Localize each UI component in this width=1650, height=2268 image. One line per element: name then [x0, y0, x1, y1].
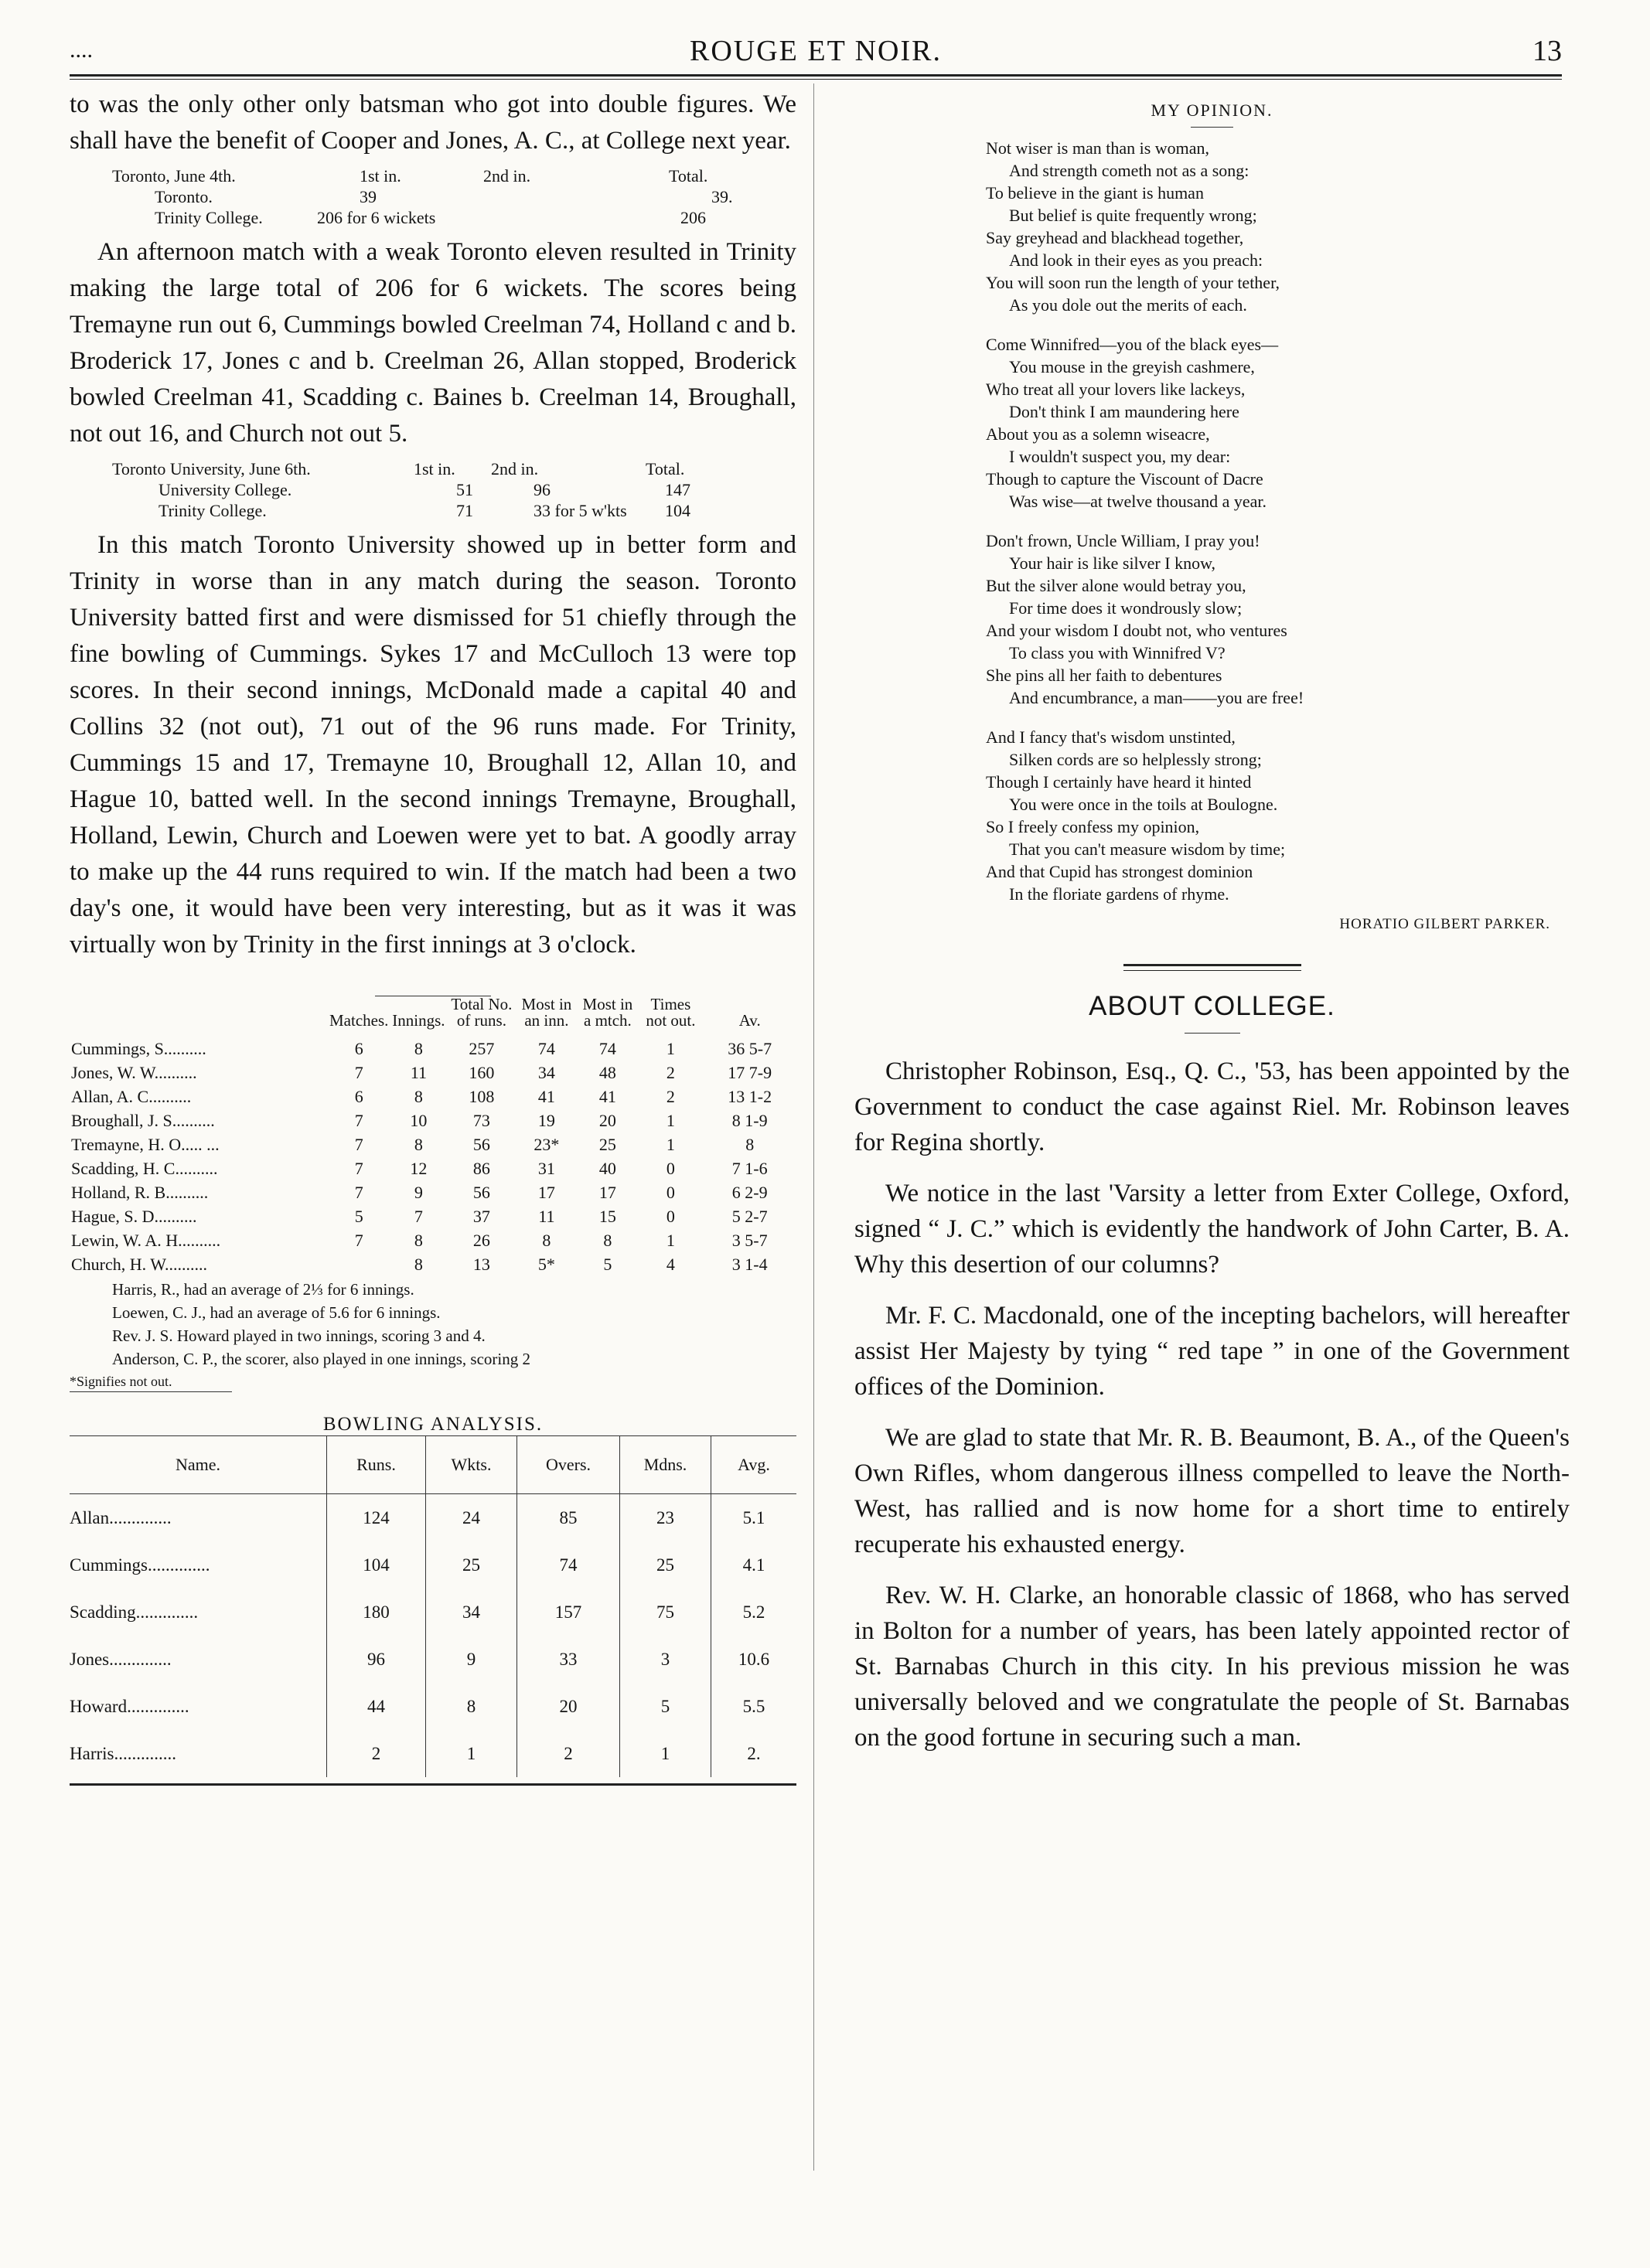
- player-name: Hague, S. D..........: [71, 1207, 197, 1226]
- stat-cell: 85: [517, 1494, 620, 1542]
- stat-cell: 9: [414, 1183, 423, 1202]
- poem-line: About you as a solemn wiseacre,: [986, 424, 1210, 444]
- stat-cell: 10.6: [738, 1649, 770, 1669]
- stat-cell: 8: [414, 1231, 423, 1250]
- stat-cell: 74: [537, 1039, 555, 1058]
- column-divider: [813, 83, 814, 2171]
- score-row: [70, 186, 796, 207]
- poem-stanza: [986, 333, 1570, 513]
- stat-cell: 6: [354, 1039, 363, 1058]
- poem-line: You will soon run the length of your tether,: [986, 273, 1280, 292]
- stat-cell: 8: [414, 1255, 423, 1274]
- stat-cell: 2: [327, 1730, 426, 1777]
- bowling-analysis: [70, 1414, 796, 1786]
- averages-notes: [112, 1278, 796, 1371]
- stat-cell: 19: [537, 1111, 555, 1130]
- score-row: [70, 479, 796, 500]
- stat-cell: 4.1: [742, 1555, 765, 1575]
- stat-cell: 1: [620, 1730, 711, 1777]
- bowling-table: [70, 1435, 796, 1777]
- poem-line: And strength cometh not as a song:: [1009, 161, 1249, 180]
- stat-cell: 37: [472, 1207, 490, 1226]
- poem-line: You mouse in the greyish cashmere,: [1009, 357, 1255, 376]
- column-header: Matches.: [329, 1011, 389, 1030]
- stat-cell: 41: [537, 1087, 555, 1106]
- score-row: [70, 500, 796, 521]
- player-name: Scadding, H. C..........: [71, 1159, 218, 1178]
- score-cell: 147: [665, 480, 690, 499]
- batting-averages-body: [70, 1037, 796, 1276]
- table-row: [70, 1061, 796, 1085]
- stat-cell: 1: [426, 1730, 517, 1777]
- stat-cell: 3: [620, 1636, 711, 1683]
- poem-line: Silken cords are so helplessly strong;: [1009, 750, 1262, 769]
- poem-line: And your wisdom I doubt not, who ventures: [986, 621, 1287, 640]
- score-cell: University College.: [159, 480, 292, 499]
- stat-cell: 2: [666, 1087, 675, 1106]
- page-header: [70, 31, 1562, 70]
- poem-line: To believe in the giant is human: [986, 183, 1204, 203]
- stat-cell: 7: [354, 1159, 363, 1178]
- stat-cell: 108: [469, 1087, 495, 1106]
- stat-cell: 0: [666, 1207, 675, 1226]
- poem-stanza: [986, 530, 1570, 709]
- header-rule: [70, 74, 1562, 80]
- player-name: Cummings, S..........: [71, 1039, 206, 1058]
- table-row: [70, 1589, 796, 1636]
- stat-cell: 1: [666, 1111, 675, 1130]
- poem-line: To class you with Winnifred V?: [1009, 643, 1226, 662]
- poem-author: HORATIO GILBERT PARKER.: [1339, 916, 1550, 932]
- stat-cell: 8: [542, 1231, 551, 1250]
- stat-cell: 56: [472, 1135, 490, 1154]
- poem-line: As you dole out the merits of each.: [1009, 295, 1247, 315]
- stat-cell: 7: [354, 1111, 363, 1130]
- column-header: Total No. of runs.: [451, 995, 513, 1030]
- bowler-name: Scadding..............: [70, 1589, 327, 1636]
- news-paragraph: We notice in the last 'Varsity a letter from Exter College, Oxford, signed “ J. C.” which is evidently the handwork of John Carter, B. A. Why this desertion of our columns?: [854, 1180, 1570, 1279]
- bowling-body: [70, 1494, 796, 1778]
- stat-cell: 7: [354, 1063, 363, 1082]
- stat-cell: 36 5-7: [728, 1039, 772, 1058]
- stat-cell: 15: [598, 1207, 616, 1226]
- score-cell: 51: [456, 480, 473, 499]
- bowler-name: Cummings..............: [70, 1541, 327, 1589]
- poem-line: In the floriate gardens of rhyme.: [1009, 884, 1229, 904]
- publication-title: ROUGE ET NOIR.: [689, 35, 942, 67]
- score-cell: 33 for 5 w'kts: [534, 501, 627, 520]
- table-row: [70, 1494, 796, 1542]
- poem-title: MY OPINION.: [1151, 100, 1273, 120]
- batting-averages-table: [70, 996, 796, 1276]
- stat-cell: 9: [426, 1636, 517, 1683]
- news-paragraph: We are glad to state that Mr. R. B. Beaumont, B. A., of the Queen's Own Rifles, whom dangerous illness compelled to leave the North-West, has rallied and is now home for a short time to entirely recuperate his exhausted energy.: [854, 1424, 1570, 1558]
- stat-cell: 44: [327, 1683, 426, 1730]
- score-cell: 104: [665, 501, 690, 520]
- poem-line: And that Cupid has strongest dominion: [986, 862, 1253, 881]
- stat-cell: 124: [327, 1494, 426, 1542]
- column-header: Runs.: [327, 1436, 426, 1494]
- player-name: Tremayne, H. O..... ...: [71, 1135, 220, 1154]
- paragraph-afternoon-match: An afternoon match with a weak Toronto eleven resulted in Trinity making the large total of 206 for 6 wickets. The scores being Tremayne run out 6, Cummings bowled Creelman 74, Holland c and b. Broderick 17, Jones c and b. Creelman 26, Allan stopped, Broderick bowled Creelman 41, Scadding c. Baines b. Creelman 14, Broughall, not out 16, and Church not out 5.: [70, 238, 796, 448]
- stat-cell: 75: [620, 1589, 711, 1636]
- score-cell: 1st in.: [360, 166, 401, 186]
- table-row: [70, 1636, 796, 1683]
- column-header: Overs.: [517, 1436, 620, 1494]
- table-row: [70, 1108, 796, 1132]
- stat-cell: 3 1-4: [731, 1255, 768, 1274]
- left-column: [70, 87, 796, 1786]
- stat-cell: 74: [598, 1039, 616, 1058]
- column-header: Avg.: [711, 1436, 797, 1494]
- poem-line: Don't frown, Uncle William, I pray you!: [986, 531, 1260, 550]
- stat-cell: 25: [620, 1541, 711, 1589]
- stat-cell: 17: [537, 1183, 555, 1202]
- player-name: Broughall, J. S..........: [71, 1111, 215, 1130]
- score-cell: [483, 186, 669, 207]
- poem-line: Was wise—at twelve thousand a year.: [1009, 492, 1267, 511]
- stat-cell: 8: [414, 1039, 423, 1058]
- bowling-title: BOWLING ANALYSIS.: [322, 1414, 544, 1435]
- player-name: Church, H. W..........: [71, 1255, 207, 1274]
- stat-cell: 2: [666, 1063, 675, 1082]
- stat-cell: 8: [745, 1135, 755, 1154]
- stat-cell: 17: [598, 1183, 616, 1202]
- news-paragraph: Rev. W. H. Clarke, an honorable classic of 1868, who has served in Bolton for a number of years, has been lately appointed rector of St. Barnabas Church in this city. In his previous mission he was universally beloved and we congratulate the people of St. Barnabas on the good fortune in securing such a man.: [854, 1582, 1570, 1752]
- stat-cell: 96: [327, 1636, 426, 1683]
- score-cell: 206: [680, 208, 706, 227]
- about-college-section: [854, 1054, 1570, 1755]
- poem-line: But the silver alone would betray you,: [986, 576, 1246, 595]
- table-row: [70, 1683, 796, 1730]
- score-cell: 206 for 6 wickets: [317, 208, 436, 227]
- stat-cell: 7: [354, 1183, 363, 1202]
- stat-cell: 8: [414, 1135, 423, 1154]
- bowler-name: Allan..............: [70, 1494, 327, 1542]
- score-cell: Total.: [669, 166, 708, 186]
- stat-cell: 8: [414, 1087, 423, 1106]
- table-row: [70, 1730, 796, 1777]
- stat-cell: 17 7-9: [728, 1063, 772, 1082]
- stat-cell: 41: [598, 1087, 616, 1106]
- stat-cell: 4: [666, 1255, 675, 1274]
- player-name: Lewin, W. A. H..........: [71, 1231, 221, 1250]
- poem-stanza: [986, 726, 1570, 905]
- player-name: Jones, W. W..........: [71, 1063, 197, 1082]
- poem-line: Not wiser is man than is woman,: [986, 138, 1210, 158]
- table-row: [70, 1252, 796, 1276]
- score-header: [70, 458, 796, 479]
- stat-cell: 11: [538, 1207, 555, 1226]
- stat-cell: 6: [354, 1087, 363, 1106]
- stat-cell: 20: [517, 1683, 620, 1730]
- stat-cell: 48: [598, 1063, 616, 1082]
- stat-cell: 2.: [747, 1743, 761, 1763]
- stat-cell: 8 1-9: [731, 1111, 768, 1130]
- score-cell: Toronto, June 4th.: [112, 166, 236, 186]
- paragraph-university-match: In this match Toronto University showed up in better form and Trinity in worse than in any match during the season. Toronto University batted first and were dismissed for 51 chiefly through the fine bowling of Cummings. Sykes 17 and McCulloch 13 were top scores. In their second innings, McDonald made a capital 40 and Collins 32 (not out), 71 out of the 96 runs made. For Trinity, Cummings 15 and 17, Tremayne 10, Broughall 12, Allan 10, and Hague 10, batted well. In the second innings Tremayne, Broughall, Holland, Lewin, Church and Loewen were yet to bat. A goodly array to make up the 44 runs required to win. If the match had been a two day's one, it would have been very interesting, but as it was it was virtually won by Trinity in the first innings at 3 o'clock.: [70, 531, 796, 959]
- score-cell: Trinity College.: [155, 208, 263, 227]
- bowler-name: Jones..............: [70, 1636, 327, 1683]
- stat-cell: 86: [472, 1159, 490, 1178]
- column-header: [70, 996, 328, 1037]
- not-out-footnote: *Signifies not out.: [70, 1374, 172, 1389]
- score-header: [70, 165, 796, 186]
- stat-cell: 13: [472, 1255, 490, 1274]
- score-row: [70, 207, 796, 228]
- stat-cell: 7: [354, 1231, 363, 1250]
- page-number: 13: [1532, 35, 1562, 67]
- column-header: Wkts.: [426, 1436, 517, 1494]
- header-mark: ....: [70, 37, 93, 63]
- stat-cell: 73: [472, 1111, 490, 1130]
- score-cell: 39.: [711, 187, 733, 206]
- footnote-rule: [70, 1391, 232, 1392]
- stat-cell: 7: [354, 1135, 363, 1154]
- score-summary-june-4: [70, 165, 796, 228]
- stat-cell: 6 2-9: [731, 1183, 768, 1202]
- poem-line: That you can't measure wisdom by time;: [1009, 839, 1286, 859]
- poem-line: Your hair is like silver I know,: [1009, 553, 1216, 573]
- poem-line: Don't think I am maundering here: [1009, 402, 1239, 421]
- stat-cell: 23*: [534, 1135, 560, 1154]
- stat-cell: 25: [598, 1135, 616, 1154]
- title-rule: [1185, 1033, 1240, 1034]
- score-cell: 2nd in.: [483, 166, 531, 186]
- stat-cell: 157: [517, 1589, 620, 1636]
- poem-line: Say greyhead and blackhead together,: [986, 228, 1244, 247]
- stat-cell: 11: [410, 1063, 427, 1082]
- poem-line: Though to capture the Viscount of Dacre: [986, 469, 1263, 489]
- stat-cell: 5.5: [742, 1696, 765, 1716]
- section-divider: [1123, 964, 1301, 971]
- stat-cell: 34: [537, 1063, 555, 1082]
- stat-cell: 180: [327, 1589, 426, 1636]
- stat-cell: 25: [426, 1541, 517, 1589]
- poem-line: For time does it wondrously slow;: [1009, 598, 1243, 618]
- section-title: ABOUT COLLEGE.: [1089, 991, 1335, 1021]
- score-cell: Toronto University, June 6th.: [112, 459, 311, 478]
- title-rule: [1191, 127, 1233, 128]
- column-header: Times not out.: [646, 995, 696, 1030]
- column-header: Most in an inn.: [521, 995, 572, 1030]
- table-row: [70, 1204, 796, 1228]
- stat-cell: 33: [517, 1636, 620, 1683]
- table-rule: [70, 1783, 796, 1786]
- column-header: Name.: [70, 1436, 327, 1494]
- stat-cell: 5: [620, 1683, 711, 1730]
- poem-stanza: [986, 137, 1570, 316]
- news-paragraph: Mr. F. C. Macdonald, one of the incepting bachelors, will hereafter assist Her Majesty by tying “ red tape ” in one of the Government offices of the Dominion.: [854, 1302, 1570, 1401]
- stat-cell: 31: [537, 1159, 555, 1178]
- poem-line: Who treat all your lovers like lackeys,: [986, 380, 1246, 399]
- poem: [986, 137, 1570, 905]
- poem-line: I wouldn't suspect you, my dear:: [1009, 447, 1231, 466]
- stat-cell: 104: [327, 1541, 426, 1589]
- paragraph-intro: to was the only other only batsman who got into double figures. We shall have the benefit of Cooper and Jones, A. C., at College next year.: [70, 90, 796, 155]
- table-row: [70, 1132, 796, 1156]
- stat-cell: 34: [426, 1589, 517, 1636]
- stat-cell: 5: [354, 1207, 363, 1226]
- score-cell: Toronto.: [155, 187, 213, 206]
- note-line: Rev. J. S. Howard played in two innings, scoring 3 and 4.: [112, 1326, 486, 1345]
- stat-cell: 40: [598, 1159, 616, 1178]
- column-header: Av.: [738, 1011, 761, 1030]
- stat-cell: 5.1: [742, 1507, 765, 1527]
- stat-cell: 5*: [537, 1255, 555, 1274]
- stat-cell: 10: [410, 1111, 428, 1130]
- stat-cell: 74: [517, 1541, 620, 1589]
- stat-cell: 20: [598, 1111, 616, 1130]
- stat-cell: 5 2-7: [731, 1207, 768, 1226]
- poem-line: And I fancy that's wisdom unstinted,: [986, 727, 1236, 747]
- score-cell: Trinity College.: [159, 501, 267, 520]
- stat-cell: 8: [603, 1231, 612, 1250]
- stat-cell: 13 1-2: [728, 1087, 772, 1106]
- poem-line: And encumbrance, a man——you are free!: [1009, 688, 1304, 707]
- stat-cell: 5.2: [742, 1602, 765, 1622]
- stat-cell: 1: [666, 1039, 675, 1058]
- stat-cell: 1: [666, 1135, 675, 1154]
- stat-cell: 160: [469, 1063, 495, 1082]
- column-header: Most in a mtch.: [582, 995, 633, 1030]
- table-row: [70, 1180, 796, 1204]
- score-cell: 39: [360, 187, 377, 206]
- stat-cell: 23: [620, 1494, 711, 1542]
- poem-line: Though I certainly have heard it hinted: [986, 772, 1252, 792]
- stat-cell: 2: [517, 1730, 620, 1777]
- poem-line: So I freely confess my opinion,: [986, 817, 1200, 836]
- news-paragraph: Christopher Robinson, Esq., Q. C., '53, has been appointed by the Government to conduct the case against Riel. Mr. Robinson leaves for Regina shortly.: [854, 1057, 1570, 1156]
- score-cell: 2nd in.: [491, 459, 539, 478]
- stat-cell: 0: [666, 1183, 675, 1202]
- column-header: Innings.: [392, 1011, 445, 1030]
- stat-cell: 24: [426, 1494, 517, 1542]
- stat-cell: [328, 1252, 390, 1276]
- score-summary-june-6: [70, 458, 796, 521]
- table-header-row: [70, 996, 796, 1037]
- table-row: [70, 1541, 796, 1589]
- poem-line: And look in their eyes as you preach:: [1009, 250, 1263, 270]
- stat-cell: 3 5-7: [731, 1231, 768, 1250]
- score-cell: 1st in.: [414, 459, 455, 478]
- poem-line: You were once in the toils at Boulogne.: [1009, 795, 1278, 814]
- stat-cell: 1: [666, 1231, 675, 1250]
- stat-cell: 7: [414, 1207, 423, 1226]
- table-header-row: [70, 1436, 796, 1494]
- stat-cell: 257: [469, 1039, 495, 1058]
- note-line: Loewen, C. J., had an average of 5.6 for 6 innings.: [112, 1303, 441, 1322]
- stat-cell: 5: [603, 1255, 612, 1274]
- batting-averages: [70, 996, 796, 1392]
- stat-cell: 8: [426, 1683, 517, 1730]
- player-name: Holland, R. B..........: [71, 1183, 209, 1202]
- poem-line: She pins all her faith to debentures: [986, 666, 1222, 685]
- score-cell: 96: [534, 480, 551, 499]
- poem-line: Come Winnifred—you of the black eyes—: [986, 335, 1279, 354]
- player-name: Allan, A. C..........: [71, 1087, 192, 1106]
- table-row: [70, 1156, 796, 1180]
- table-row: [70, 1085, 796, 1108]
- score-cell: Total.: [646, 459, 685, 478]
- column-header: Mdns.: [620, 1436, 711, 1494]
- stat-cell: 0: [666, 1159, 675, 1178]
- bowler-name: Harris..............: [70, 1730, 327, 1777]
- table-row: [70, 1037, 796, 1061]
- right-column: [854, 87, 1570, 1771]
- poem-line: But belief is quite frequently wrong;: [1009, 206, 1257, 225]
- note-line: Anderson, C. P., the scorer, also played in one innings, scoring 2: [112, 1350, 530, 1368]
- stat-cell: 56: [472, 1183, 490, 1202]
- note-line: Harris, R., had an average of 2⅓ for 6 innings.: [112, 1280, 414, 1299]
- table-row: [70, 1228, 796, 1252]
- stat-cell: 26: [472, 1231, 490, 1250]
- stat-cell: 7 1-6: [731, 1159, 768, 1178]
- bowler-name: Howard..............: [70, 1683, 327, 1730]
- stat-cell: 12: [410, 1159, 428, 1178]
- score-cell: 71: [456, 501, 473, 520]
